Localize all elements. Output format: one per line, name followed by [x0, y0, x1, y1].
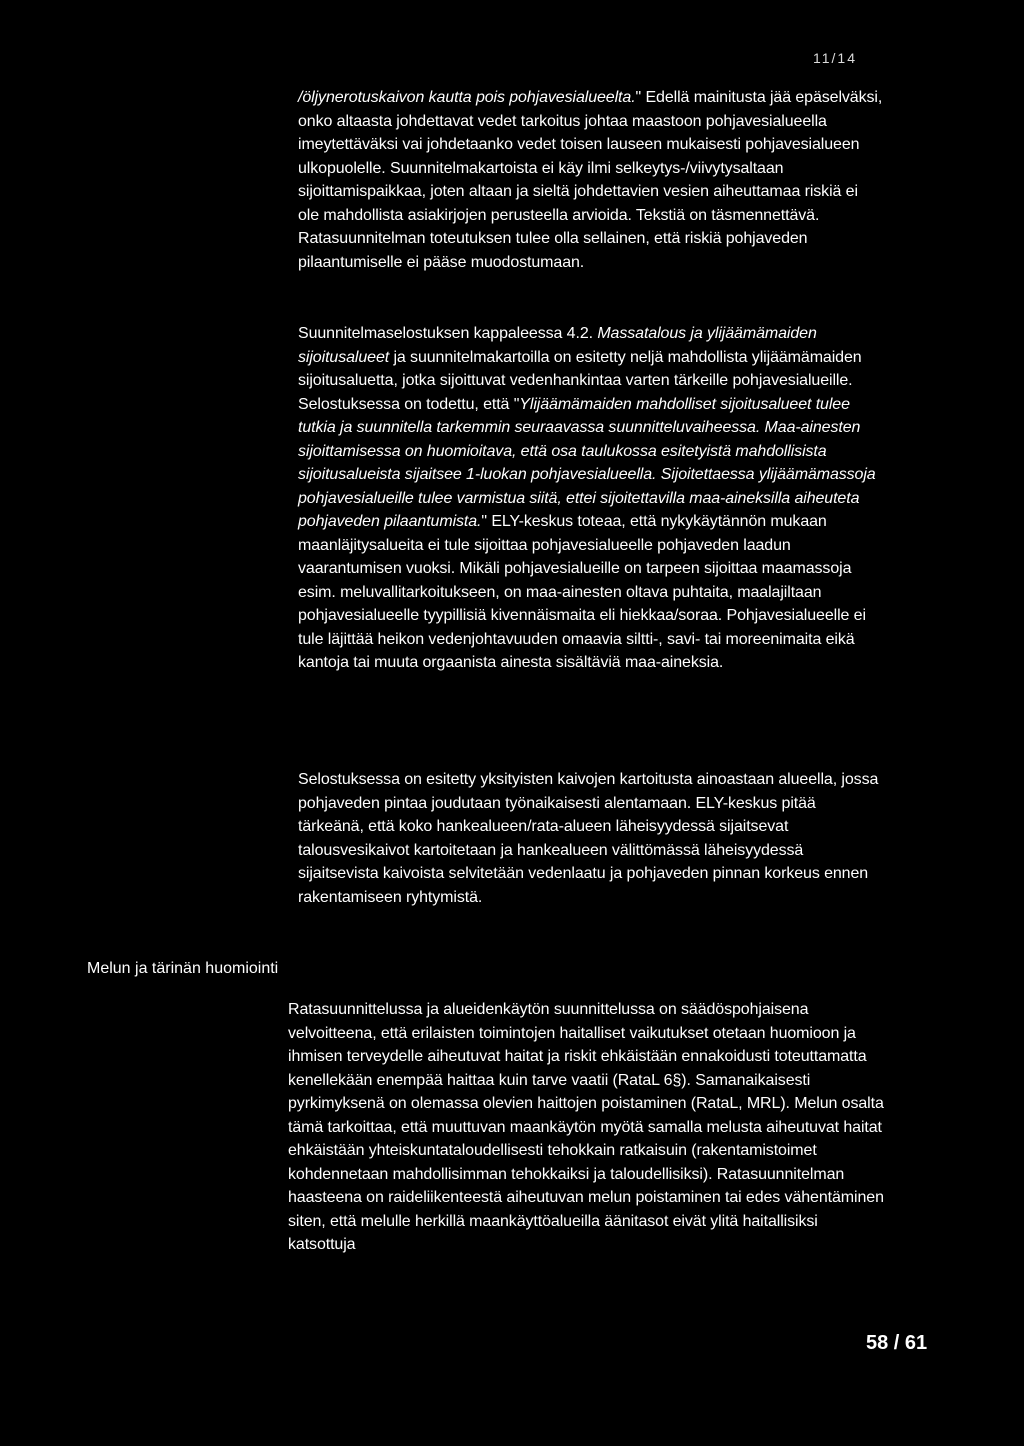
side-heading-noise: Melun ja tärinän huomiointi	[87, 960, 279, 977]
paragraph-text: Ratasuunnittelussa ja alueidenkäytön suunnittelussa on säädöspohjaisena velvoitteena, että erilaisten toimintojen haitalliset vaikutukset otetaan huomioon ja ihmisen terveydelle aiheutuvat haitat ja riskit ehkäistään ennakoidusti toteuttamatta kenellekään enempää haittaa kuin tarve vaatii (RataL 6§). Samanaikaisesti pyrkimyksenä on olemassa olevien haittojen poistaminen (RataL, MRL). Melun osalta tämä tarkoittaa, että muuttuvan maankäytön myötä samalla melusta aiheutuvat haitat ehkäistään yhteiskuntataloudellisesti tehokkain ratkaisuin (rakentamistoimet kohdennetaan mahdollisimman tehokkaiksi ja taloudellisiksi). Ratasuunnitelman haasteena on raideliikenteestä aiheutuvan melun poistaminen tai edes vähentäminen siten, että melulle herkillä maankäyttöalueilla äänitasot eivät ylitä haitallisiksi katsottuja	[288, 1001, 884, 1253]
paragraph-text: " ELY-keskus toteaa, että nykykäytännön mukaan maanläjitysalueita ei tule sijoittaa pohjavesialueelle pohjaveden laadun vaarantumisen vuoksi. Mikäli pohjavesialueille on tarpeen sijoittaa maamassoja esim. meluvallitarkoitukseen, on maa-ainesten oltava puhtaita, maalajiltaan pohjavesialueelle tyypillisiä kivennäismaita eli hiekkaa/soraa. Pohjavesialueelle ei tule läjittää heikon vedenjohtavuuden omaavia siltti-, savi- tai moreenimaita eikä kantoja tai muuta orgaanista ainesta sisältäviä maa-aineksia.	[298, 513, 866, 671]
page-number: 58 / 61	[866, 1332, 928, 1354]
paragraph-groundwater-basin	[298, 86, 883, 274]
page-mark: 11/14	[813, 50, 857, 66]
italic-section-title: Massatalous ja ylijäämämaiden sijoitusalueet	[298, 325, 817, 366]
italic-quote: Ylijäämämaiden mahdolliset sijoitusalueet tulee tutkia ja suunnitella tarkemmin seuraavassa suunnitteluvaiheessa. Maa-ainesten sijoittamisessa on huomioitava, että osa taulukossa esitetyistä mahdollisista sijoitusalueista sijaitsee 1-luokan pohjavesialueella. Sijoitettaessa ylijäämämassoja pohjavesialueille tulee varmistua siitä, ettei sijoitettavilla maa-aineksilla aiheuteta pohjaveden pilaantumista.	[298, 395, 876, 530]
paragraph-noise	[288, 998, 888, 1257]
paragraph-wells	[298, 768, 883, 909]
italic-quote-lead: /öljynerotuskaivon kautta pois pohjavesialueelta.	[298, 89, 636, 106]
paragraph-surplus-soil	[298, 322, 883, 675]
paragraph-intro: Suunnitelmaselostuksen kappaleessa 4.2.	[298, 325, 598, 342]
paragraph-text: ja suunnitelmakartoilla on esitetty neljä mahdollista ylijäämämaiden sijoitusaluetta, jotka sijoittuvat vedenhankintaa varten tärkeille pohjavesialueille. Selostuksessa on todettu, että "	[298, 348, 862, 413]
paragraph-text: Selostuksessa on esitetty yksityisten kaivojen kartoitusta ainoastaan alueella, jossa pohjaveden pintaa joudutaan työnaikaisesti alentamaan. ELY-keskus pitää tärkeänä, että koko hankealueen/rata-alueen läheisyydessä sijaitsevat talousvesikaivot kartoitetaan ja hankealueen välittömässä läheisyydessä sijaitsevista kaivoista selvitetään vedenlaatu ja pohjaveden pinnan korkeus ennen rakentamiseen ryhtymistä.	[298, 771, 879, 906]
paragraph-text: " Edellä mainitusta jää epäselväksi, onko altaasta johdettavat vedet tarkoitus johtaa maastoon pohjavesialueella imeytettäväksi vai johdetaanko vedet toisen lauseen mukaisesti pohjavesialueen ulkopuolelle. Suunnitelmakartoista ei käy ilmi selkeytys-/viivytysaltaan sijoittamispaikkaa, joten altaan ja sieltä johdettavien vesien aiheuttamaa riskiä ei ole mahdollista asiakirjojen perusteella arvioida. Tekstiä on täsmennettävä. Ratasuunnitelman toteutuksen tulee olla sellainen, että riskiä pohjaveden pilaantumiselle ei pääse muodostumaan.	[298, 89, 883, 271]
